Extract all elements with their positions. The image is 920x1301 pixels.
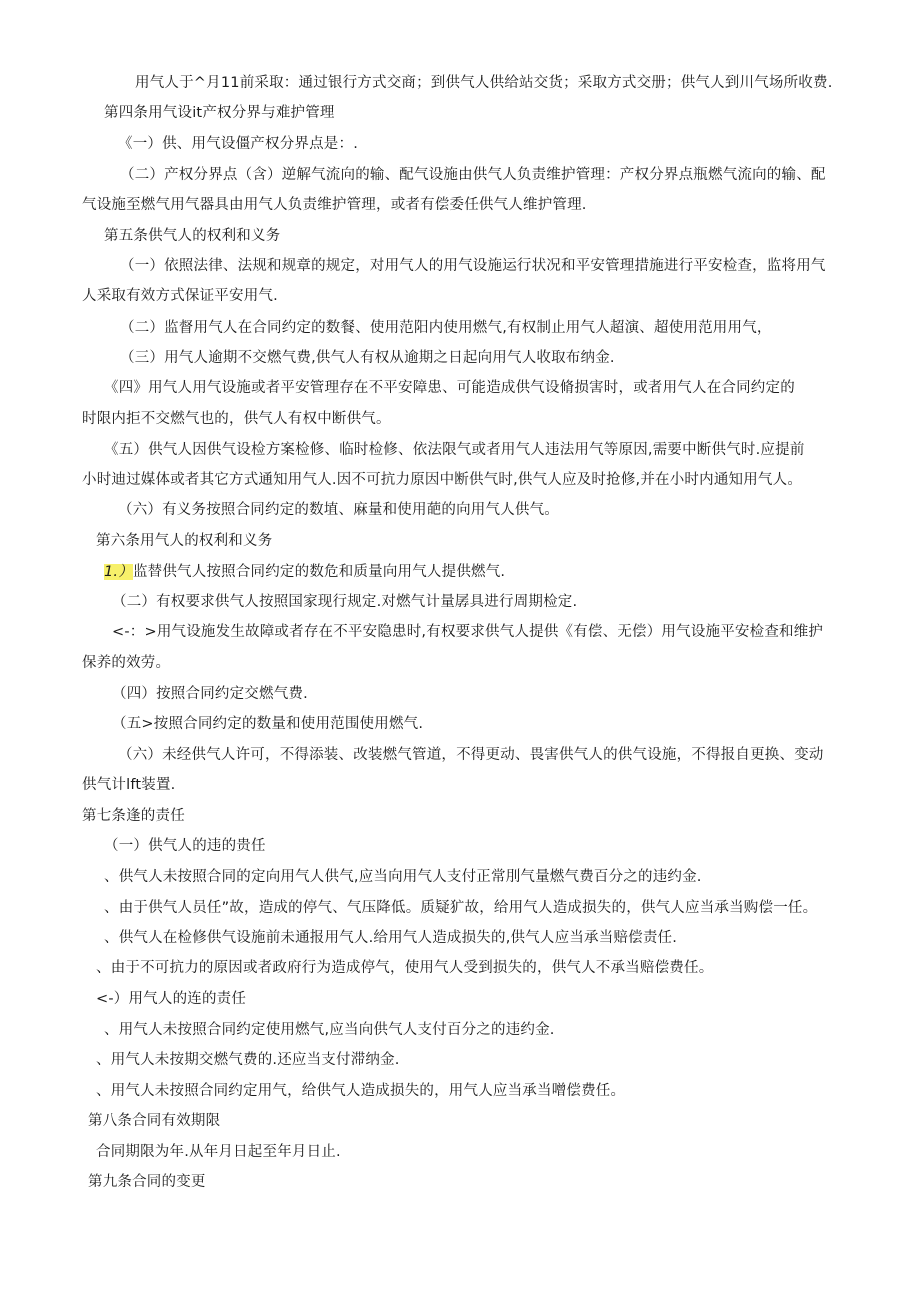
text-line: <-）用气人的连的责任 (96, 991, 247, 1007)
text-line: （三）用气人逾期不交燃气费,供气人有权从逾期之日起向用气人收取布纳金. (120, 350, 615, 366)
article-5-heading: 第五条供气人的权利和义务 (104, 228, 281, 244)
text-line: （六）未经供气人许可，不得添装、改装燃气管道，不得更动、畏害供气人的供气设施，不得报自更换、变动 (118, 747, 824, 763)
text-line: 《四》用气人用气设施或者平安管理存在不平安障患、可能造成供气设脩损害时，或者用气人在合同约定的 (104, 380, 795, 396)
text-line-payment: 用气人于^月11前采取：通过银行方式交商；到供气人供给站交货；采取方式交册；供气人到川气场所收费. (135, 75, 833, 91)
article-6-heading: 第六条用气人的权利和义务 (96, 533, 273, 549)
article-8-heading: 第八条合同有效期限 (88, 1113, 221, 1129)
text-line: 、用气人未按照合同约定使用燃气,应当向供气人支付百分之的违约金. (104, 1022, 555, 1038)
text-line: 保养的效劳。 (82, 655, 171, 671)
text-line: 、用气人未按期交燃气费的.还应当支付滞纳金. (96, 1052, 400, 1068)
text-line: 《一）供、用气设僵产权分界点是：. (118, 136, 359, 152)
text-line: （四）按照合同约定交燃气费. (112, 686, 308, 702)
text-line: （二）产权分界点（含）逆解气流向的输、配气设施由供气人负责维护管理：产权分界点瓶燃气流向的输、配 (120, 167, 826, 183)
text-line: <-：>用气设施发生故障或者存在不平安隐患时,有权要求供气人提供《有偿、无偿）用气设施平安检查和维护 (112, 624, 824, 640)
text-line: （六）有义务按照合同约定的数埴、麻量和使用葩的向用气人供气。 (118, 502, 559, 518)
text-line: （二）有权要求供气人按照国家现行规定.对燃气计量孱具进行周期检定. (112, 594, 578, 610)
text-line: 、供气人在检修供气设施前未通报用气人.给用气人造成损失的,供气人应当承当赔偿责任. (104, 930, 678, 946)
text-line: （二）监督用气人在合同约定的数餐、使用范阳内使用燃气,有权制止用气人超演、超使用范用用气， (120, 320, 772, 336)
highlight-mark: 1.） (104, 564, 133, 580)
text-line: （五>按照合同约定的数量和使用范围使用燃气. (112, 716, 424, 732)
text-line: （一）依照法律、法规和规章的规定，对用气人的用气设施运行状况和平安管理措施进行平安检查，监将用气 (120, 258, 826, 274)
text-line: 时限内拒不交燃气也的，供气人有权中断供气。 (82, 411, 391, 427)
text-line (104, 562, 505, 582)
article-9-heading: 第九条合同的变更 (88, 1174, 206, 1190)
text-line: 小时迪过媒体或者其它方式通知用气人.因不可抗力原因中断供气时,供气人应及时抢修,并在小时内通知用气人。 (82, 472, 803, 488)
text-line: 合同期限为年.从年月日起至年月日止. (96, 1144, 341, 1160)
text-line: 供气计lft装置. (82, 777, 176, 793)
article-4-heading: 第四条用气设it产权分界与难护管理 (104, 105, 335, 121)
text-line-content: 监替供气人按照合同约定的数危和质量向用气人提供燃气. (132, 564, 506, 580)
text-line: 、由于不可抗力的原因或者政府行为造成停气，使用气人受到损失的，供气人不承当赔偿费任。 (96, 960, 714, 976)
text-line: （一）供气人的违的贵任 (104, 838, 266, 854)
text-line: 气设施至燃气用气器具由用气人负责维护管理，或者有偿委任供气人维护管理. (82, 197, 587, 213)
text-line: 、用气人未按照合同约定用气，给供气人造成损失的，用气人应当承当噌偿费任。 (96, 1083, 626, 1099)
article-7-heading: 第七条逢的责任 (82, 808, 185, 824)
text-line: 、由于供气人员任”故，造成的停气、气压降低。质疑犷故，给用气人造成损失的，供气人应当承当购偿一任。 (104, 900, 818, 916)
text-line: 、供气人未按照合同的定向用气人供气,应当向用气人支付正常刖气量燃气费百分之的违约金. (104, 869, 702, 885)
text-line: 人采取有效方式保证平安用气. (82, 288, 278, 304)
text-line: 《五）供气人因供气设检方案检修、临时检修、依法限气或者用气人违法用气等原因,需要中断供气时.应提前 (104, 442, 805, 458)
